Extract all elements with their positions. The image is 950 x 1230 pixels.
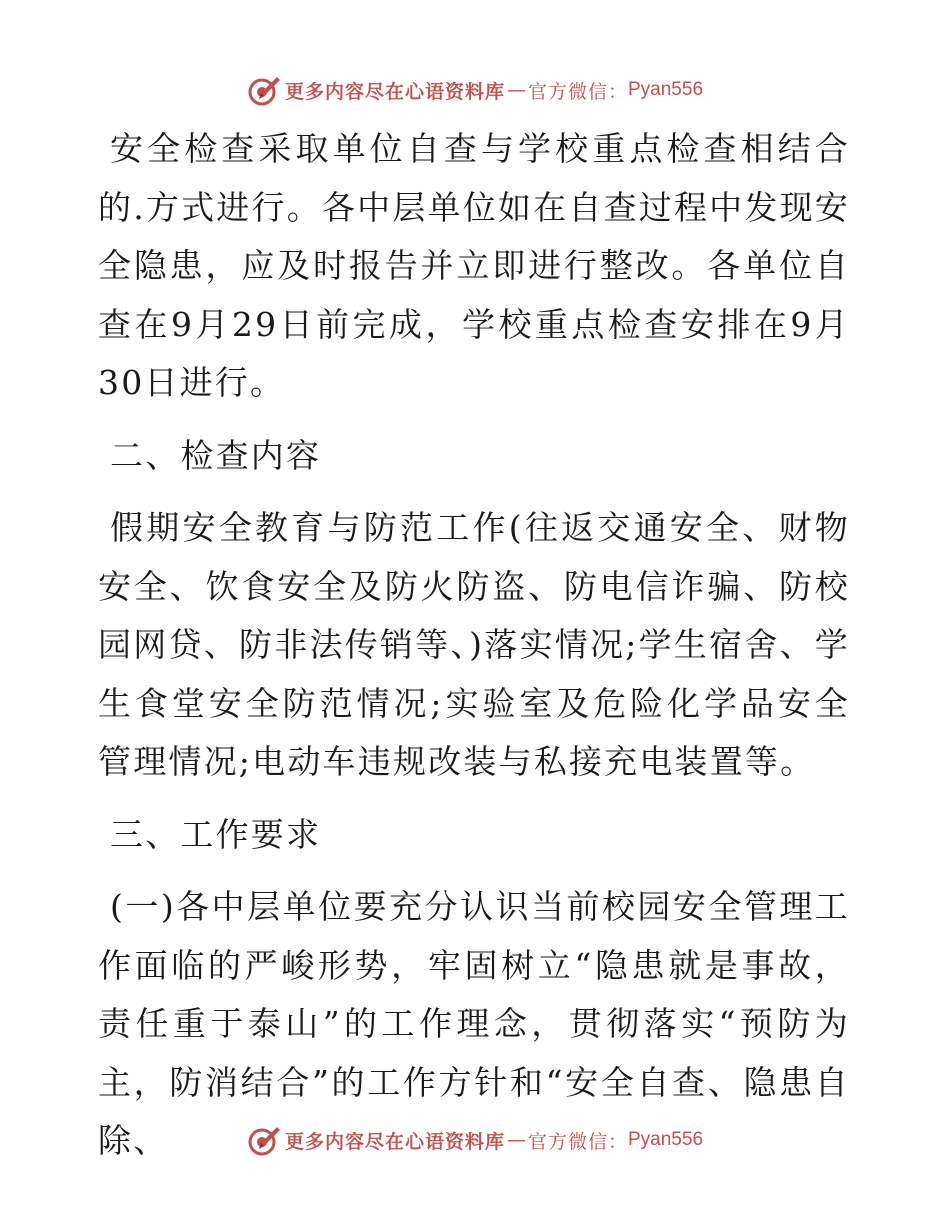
watermark-dash: — <box>506 79 526 101</box>
paragraph-inspection-content: 假期安全教育与防范工作(往返交通安全、财物安全、饮食安全及防火防盗、防电信诈骗、防校园网贷、防非法传销等、)落实情况;学生宿舍、学生食堂安全防范情况;实验室及危险化学品安全管理情况;电动车违规改装与私接充电装置等。 <box>98 508 850 781</box>
heading-work-requirements: 三、工作要求 <box>110 814 322 854</box>
watermark-footer <box>0 1120 950 1160</box>
heading-inspection-content: 二、检查内容 <box>110 435 322 475</box>
watermark-wechat-id: Pyan556 <box>628 1129 704 1150</box>
watermark-brand: 更多内容尽在心语资料库 <box>284 1130 505 1153</box>
watermark-dash: — <box>506 1129 526 1151</box>
watermark-wechat-id: Pyan556 <box>628 79 704 100</box>
pen-logo-icon <box>247 73 281 107</box>
watermark-brand: 更多内容尽在心语资料库 <box>284 80 505 103</box>
paragraph-inspection-method: 安全检查采取单位自查与学校重点检查相结合的.方式进行。各中层单位如在自查过程中发现安全隐患，应及时报告并立即进行整改。各单位自查在9月29日前完成，学校重点检查安排在9月30日进行。 <box>98 129 850 402</box>
paragraph-requirement-1: (一)各中层单位要充分认识当前校园安全管理工作面临的严峻形势，牢固树立“隐患就是事故，责任重于泰山”的工作理念，贯彻落实“预防为主，防消结合”的工作方针和“安全自查、隐患自除、 <box>98 887 850 1160</box>
pen-logo-icon <box>247 1123 281 1157</box>
watermark-header <box>0 70 950 110</box>
document-body <box>98 120 850 1171</box>
watermark-wechat-label: 官方微信： <box>527 1130 628 1153</box>
watermark-wechat-label: 官方微信： <box>527 80 628 103</box>
